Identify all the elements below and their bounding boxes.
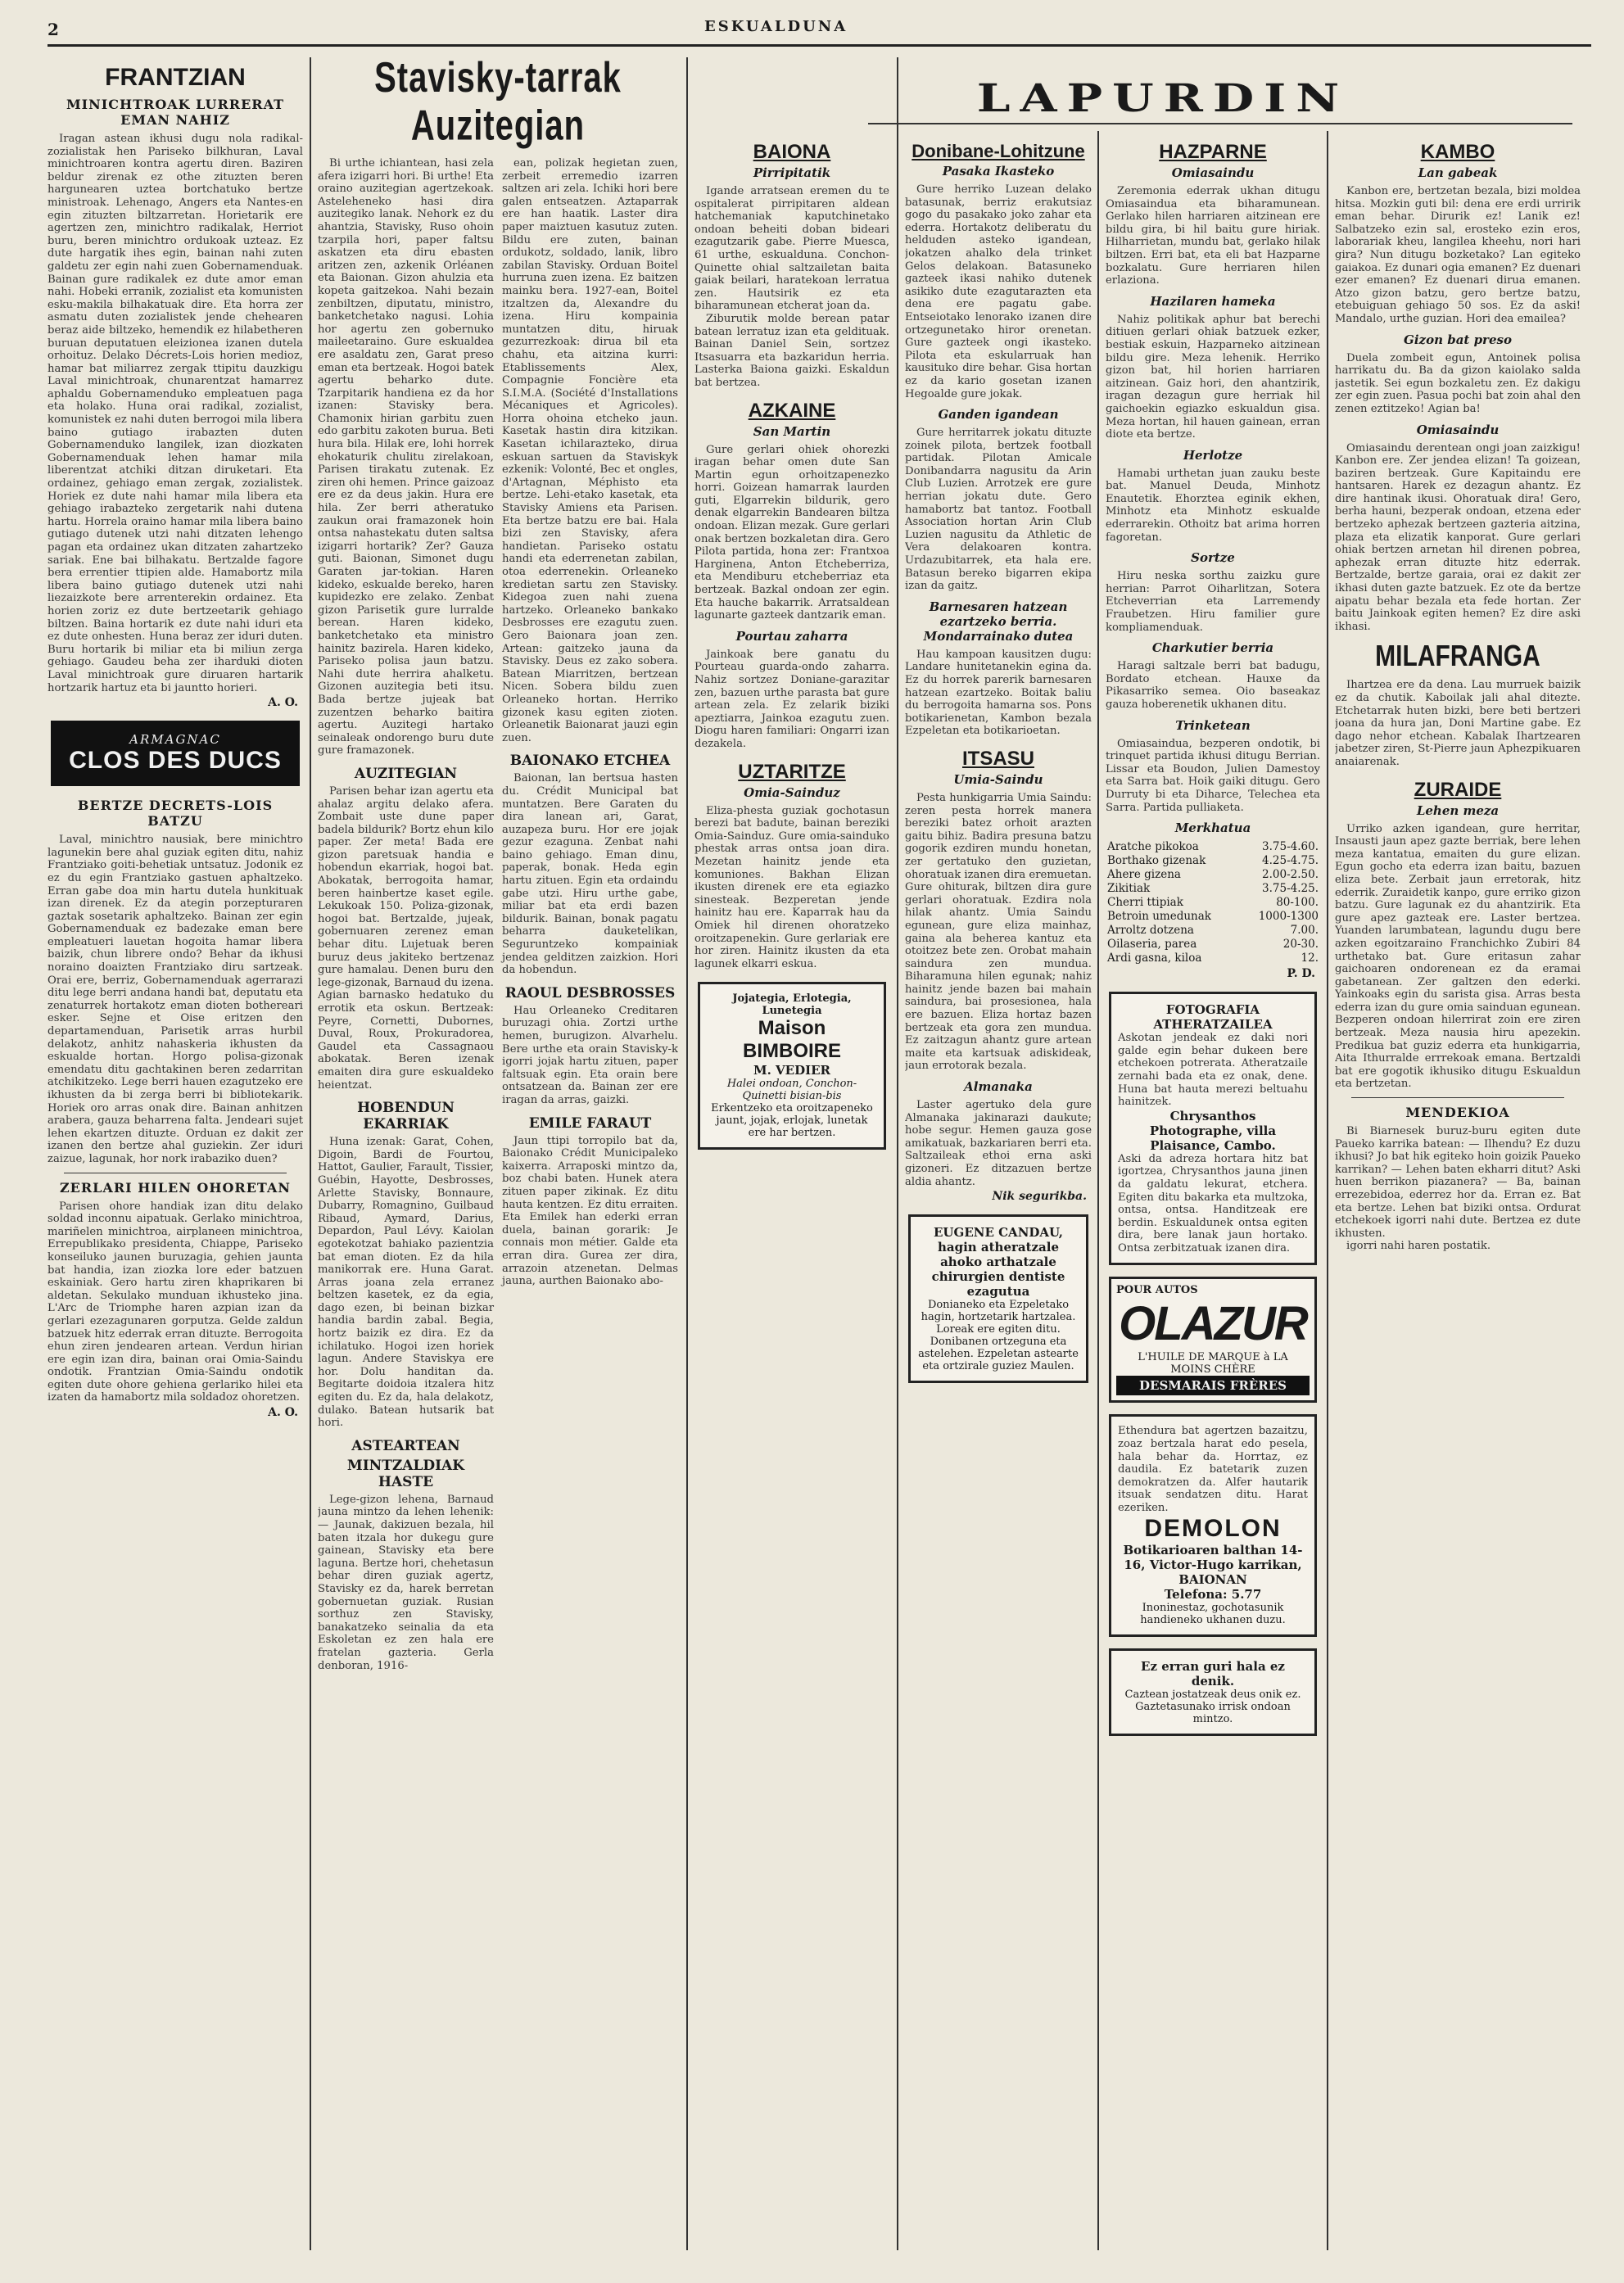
article-subheading: Ganden igandean	[938, 407, 1059, 423]
price-row	[1106, 924, 1320, 938]
article-body: Zeremonia ederrak ukhan ditugu Omiasaindua eta biharamunean. Gerlako hilen harriaren aitzinean ere bildu gira, bi hil baitu gure hiriak. Hilharrietan, mundu bat, gerlako hilak biltzen. Erri bat, eta eli bat Hazparne bozkalatu. Gure herriaren hilen erlaziona.	[1106, 185, 1320, 287]
town-heading: ITSASU	[961, 747, 1034, 770]
article-body: Kanbon ere, bertzetan bezala, bizi moldea hitsa. Mozkin guti bil: dena ere erdi urririk eman behar. Dirurik ez! Lanik ez! Salbatzeko ezin sal, erosteko ezin eros, laborariak kheu, langilea kheehu, nori hari gira? Nun ditugu bozketako? Lan egiteko gaiakoa. Ez dunari ogia emanen? Ez duenari ezer emanen? Ez duenari dirua emanen. Atzo gizon batzu, gero bertze batzu, etebuiguan gehiago 50 sos. Ez da aski! Mandalo, urthe guzian. Hori dea emailea?	[1335, 185, 1581, 325]
column-hazparne	[1106, 131, 1320, 2258]
price-value: 3.75-4.25.	[1262, 882, 1319, 896]
article-heading: MINICHTROAK LURRERAT EMAN NAHIZ	[66, 97, 285, 128]
article-body: Parisen behar izan agertu eta ahalaz argitu delako afera. Zombait uste dune paper badela bildurik? Bortz ehun kilo paper. Zer meta! Bada ere gizon paretsuak handia e hobendun ekarriak, hogoi bat. Abokatak, berrogoita hamar, beren hainbertze kaset egile. Lekukoak 150. Poliza-gizonak, hogoi bat. Bertzalde, jujeak, gobernuaren zerenez eman behar ditu. Lujetuak beren buruz deus jakiteko bertzenaz gure hamalau. Denen buru den lege-gizonak, Barnaud du izena. Agian barnasko hedatuko du errotik eta oskun. Bertzeak: Peyre, Cornetti, Dubornes, Duval, Roux, Prokuradorea, Gaudel eta Cassagnaou abokatak. Beren izenak emaiten dira gure eskualdeko heientzat.	[318, 784, 494, 1092]
price-row	[1106, 840, 1320, 854]
article-subheading: Herlotze	[1183, 447, 1243, 463]
article-body: Parisen ohore handiak izan ditu delako soldad inconnu aipatuak. Gerlako minichtroa, mariñelen minichtroa, airplaneen minichtroa, Errepublikako presidenta, Chiappe, Pariseko konseiluko jaunen buruzagia, gehien jaunta bat handia, izan ziozka lore eder batzuen eskainiak. Gero hartu ziren khaprikaren bi aldetan. Sekulako munduan ikhusteko jina. L'Arc de Triomphe haren azpian izan da gerlari ezezagunaren gorputza. Gelde zaldun batzuek hitz ederrak erran dituzte. Berrogoita ehun ziren jendearen artean. Verdun hirian ere egin izan dira, bainan orai Omia-Saindu ondotik. Frantzian Omia-Saindu ondotik egiten dute ohore gehiena gerlariko hilei eta izaten da hamabortz mila soldadoz ohoretzen.	[47, 1200, 303, 1404]
price-item: Ardi gasna, kiloa	[1107, 952, 1202, 965]
town-heading: BAIONA	[753, 141, 831, 163]
olazur-ad: POUR AUTOS OLAZUR L'HUILE DE MARQUE à LA MOINS CHÈRE DESMARAIS FRÈRES	[1109, 1277, 1317, 1403]
article-body: Omiasaindua, bezperen ondotik, bi trinquet partida ikhusi ditugu Berrian. Lissar eta Boudon, Julien Damestoy eta Sarra bat. Hoik gaiki ditugu. Gero Durruty bi eta Diharce, Telechea eta Sarra. Partida pulliaketa.	[1106, 737, 1320, 814]
bottom-ad: Ez erran guri hala ez denik. Caztean jostatzeak deus onik ez. Gaztetasunako irrisk ondoan mintzo.	[1109, 1648, 1317, 1736]
town-heading: HAZPARNE	[1159, 141, 1267, 163]
article-subheading: Almanaka	[964, 1079, 1033, 1095]
article-subheading: Barnesaren hatzean ezartzeko berria. Mondarrainako dutea	[923, 599, 1074, 644]
column-frantzian	[47, 57, 303, 2258]
article-subheading: Pourtau zaharra	[735, 628, 848, 644]
article-body: Haragi saltzale berri bat badugu, Bordato etchean. Hauxe da Pikasarriko semea. Oio baseakaz gauza hoberenetik ukhanen ditu.	[1106, 660, 1320, 711]
price-item: Arroltz dotzena	[1107, 924, 1194, 938]
article-body: Nahiz politikak aphur bat berechi ditiuen gerlari ohiak batzuek ezker, bestiak eskuin, Hazparneko aitzinean bildu gire. Meza lehenik. Herriko gizon bat, hil horien harriaren aitzinean. Gaiz hori, den ahantzirik, iragan dezagun gure herriak hil gaichoekin egiazko eskualdun gisa. Meza hortan, hil hauen gainean, erran diote eta bertze.	[1106, 313, 1320, 441]
article-subheading: Gizon bat preso	[1404, 332, 1512, 347]
price-item: Zikitiak	[1107, 882, 1151, 896]
article-subheading: Umia-Saindu	[953, 771, 1043, 787]
article-body: Bi Biarnesek buruz-buru egiten dute Paueko karrika batean: — Ilhendu? Ez duzu ikhusi? Jo bat hik egiteko hoin goizik Paueko karrikan? — Lehen baten ekharri ditut? Aski huen berrikon piazanera? — Ba, bainan errezebidoa, ederrez hor da. Erran ez. Bat eta bertze. Lehen bat biziki ontsa. Ordurat etchekoek igorri nahi dute. Bertzea ez dute ikhusten. igorri nahi haren postatik.	[1335, 1125, 1581, 1253]
article-body: Urriko azken igandean, gure herritar, Insausti jaun apez gazte berriak, bere lehen meza kantatua, emaiten du gure elizan. Egun gocho eta ederra izan baitu, bazuen eliza bete. Zerbait jaun erretorak, hitz ederrik. Zuraidetik kanpo, gure erriko gizon batzu. Gure lagunak ez du ahantzirik. Eta gure apez gazteak ere. Laster bertzea. Yuanden larumbatean, lagundu dugu bere azken egoitzaraino Franchichko Zubiri 84 urthetako bat. Gure eritasun zahar gaichoaren ondorenean ez da eramai gabetanean. Zer galtzen den ederki. Yainkoaks egin du sarista gisa. Arras besta ederra izan du gure omia sainduan egunean. Bezperen ondoan hilerrirat zoin ere ziren bertzeak. Meza nausia hiru apezekin. Predikua bat guziz ederra eta hunkigarria, Aita Ithurralde errrekoak emana. Bertzaldi bat ere gogotik ikhusiko ditugu Eskualdun eta bertzetan.	[1335, 822, 1581, 1091]
price-item: Oilaseria, parea	[1107, 938, 1197, 952]
article-heading: BERTZE DECRETS-LOIS BATZU	[77, 798, 274, 830]
price-row	[1106, 952, 1320, 965]
price-value: 1000-1300	[1258, 910, 1319, 924]
candau-ad: EUGENE CANDAU, hagin atheratzale ahoko arthatzale chirurgien dentiste ezagutua Donianeko eta Ezpeletako hagin, hortzetarik hartzalea. Loreak ere egiten ditu. Donibanen ortzeguna eta astelehen. Ezpeletan astearte eta ortzirale guziez Maulen.	[908, 1214, 1088, 1383]
article-subheading: Charkutier berria	[1151, 640, 1274, 656]
article-heading: MENDEKIOA	[1405, 1105, 1510, 1121]
divider	[1351, 1097, 1564, 1098]
column-donibane	[905, 131, 1092, 2258]
price-value: 20-30.	[1282, 938, 1319, 952]
subheading: HOBENDUN EKARRIAK	[357, 1100, 455, 1133]
article-subheading: Pasaka Ikasteko	[942, 164, 1055, 179]
price-row	[1106, 938, 1320, 952]
price-value: 4.25-4.75.	[1262, 854, 1319, 868]
sub-column	[318, 157, 494, 1672]
article-signature: A. O.	[268, 696, 298, 710]
article-body: Gure herriko Luzean delako batasunak, berriz erakutsiaz gogo du pasakako joko zahar eta ederra. Hortakotz deliberatu du helduden asteko igandean, jokatzen ahalko dela trinket Gelos delakoan. Batasuneko gazteek ikasi nahiko dutenek asikiko dute ezagutarazten eta dena ere pagatu gabe. Entseiotako lenorako izanen dire ortzegunetako hiror orenetan. Gure gazteek ongi ikasteko. Pilota eta eskularruak han kausituko dire behar. Gisa hortan ez da kario gosetan izanen Hegoalde gure jokak.	[905, 183, 1092, 400]
column-rule	[310, 57, 311, 2250]
article-body: Pesta hunkigarria Umia Saindu: zeren pesta horrek manera bereziki batez orhoit arazten gaitu bihiz. Badira presuna batzu gogorik ezdiren mundu honetan, zer gertatuko den guzietan, ohoratuak izanen dira eremuetan. Gure ohiturak, biltzen dira gure gerlari ohoratuak. Ezdira nola hilak ahantz. Umia Saindu egunean, gure eliza mainhaz, gaina ala beherea kantuz eta otoitzez bete zen. Orobat mahain saindura zen mundua. Biharamuna hilen egunak; nahiz hainitz jende bazen bai mahain saindura, bai prosesionea, hala ere bazuen. Eliza hortaz bazen bertzeak eta gora zen mundua. Ez zaitzagun ahantz gure artean maite eta kartsuak adiskideak, jaun errotorak bezala.	[905, 791, 1092, 1073]
article-body: Huna izenak: Garat, Cohen, Digoin, Bardi de Fourtou, Hattot, Gaulier, Farault, Tissier, Guébin, Hayotte, Desbrosses, Arlette Stavisky, Bonnaure, Dubarry, Romagnino, Guilbaud Ribaud, Aymard, Darius, Depardon, Paul Lévy. Kaiolan egotekotzat bahiako pazientzia bat eman dioten. Ez da hila manikorrak ere. Huna Garat. Arras joana zela erranez beltzen kasetek, ez da egia, dago ezen, bi beinan bizkar handia bardin zabal. Begia, hortz baizik ez dira. Ez da ichilatuko. Hogoi izen horiek lagun. Andere Staviskya ere hor. Dolu handitan da. Begitarte doidoia itzalera hitz egiten du. Ez da, hala delakotz, dulako. Batean hutsarik bat hori.	[318, 1136, 494, 1430]
price-row	[1106, 882, 1320, 896]
article-body: Ihartzea ere da dena. Lau murruek baizik ez da chutik. Kaboilak jali ahal ditezte. Etchetarrak huten bizki, bere beti bertzeri joana da hura jan, Doni Martine gabe. Ez dago nehor etchean. Kabalak Ihartzearen jabetzer ziren, St-Pierre jaun Aphezpikuaren anaiarenak.	[1335, 679, 1581, 768]
article-body: Omiasaindu derentean ongi joan zaizkigu! Kanbon ere. Zer jendea elizan! Ta goizean, baziren bertzeak. Gure Kapitaindu ere hantsaren. Harek ez dezagun ahantz. Ez dire hantinak ikusi. Ohoratuak dira! Gero, berha hauni, bezperak ondoan, etzena eder bertzeko aphezak bertzeen gazteria aitzina, plaza eta elizatik kanporat. Gure gerlari ohiak bertzen arnetan hil direnen pobrea, aphezak erran dituzte hitz ederrak. Bertzalde, bertze garaia, orai ez dakit zer ikhasi duten gazte batzuek. Ez ote da bertze aipatu behar bezala eta fede hortan. Zer baitu Jainkoak egiten hemen? Ez dire aski ikhasi.	[1335, 441, 1581, 633]
article-signature: Nik segurikba.	[992, 1190, 1087, 1204]
price-row	[1106, 868, 1320, 882]
price-row	[1106, 910, 1320, 924]
header-rule	[47, 44, 1591, 47]
article-body: Lege-gizon lehena, Barnaud jauna mintzo da lehen lehenik: — Jaunak, dakizuen bezala, hil baten itzala hor dukegu gure gainean, Stavisky eta bere laguna. Bertze hori, chehetasun behar diren guziak agertz, Stavisky ez da, harek berretan gobernuetan guziak. Rusian sorthuz zen Stavisky, banakatzeko seinalia da eta Eskoletan ez zen hala ere fratelan gazteria. Gerla denboran, 1916-	[318, 1493, 494, 1672]
article-body: Hau kampoan kausitzen dugu: Landare hunitetanekin egina da. Ez du horrek parerik barnesaren hatzean ezartzeko. Boitak baliu du berrogoita hamarna sos. Pons botikarienetan, Kambon bezala Ezpeletan eta botikarioetan.	[905, 648, 1092, 738]
column-rule	[897, 57, 898, 2250]
price-item: Cherri ttipiak	[1107, 896, 1183, 910]
article-body: Jaun ttipi torropilo bat da, Baionako Crédit Municipaleko kaixerra. Arraposki mintzo da, boz chabi baten. Hunek atera zituen paper zikinak. Ez ditu hauta kentzen. Ez ditu erraiten. Eta Emilek han ederki erran duela, bainan gorarik: Je connais mon métier. Galde eta erran dira. Gurea zer dira, arrazoin atzenetan. Delmas jauna, aurthen Baionako abo-	[502, 1134, 678, 1288]
paper-name: ESKUALDUNA	[704, 18, 848, 35]
article-body: Hau Orleaneko Creditaren buruzagi ohia. Zortzi urthe hemen, burugizon. Alvarhelu. Bere urthe eta orain Stavisky-k igorri jojak hartu zituen, paper faltsuak egin. Eta orain bere ontsatzean da. Bainan zer ere iragan da arras, gaizki.	[502, 1004, 678, 1106]
article-body: Jainkoak bere ganatu du Pourteau guarda-ondo zaharra. Nahiz sortzez Doniane-garazitar zen, bazuen urthe parasta bat gure artean zela. Ez zelarik biziki apeztiarra, Jainkoa ezagutu zuen. Diogu haren familiari: Ongarri izan dezakela.	[694, 648, 889, 750]
article-subheading: Trinketean	[1175, 717, 1251, 733]
column-kambo	[1335, 131, 1581, 2258]
article-body: Hiru neska sorthu zaizku gure herrian: Parrot Oiharlitzan, Sotera Etcheverrian eta Larremendy Fraubetzen. Hiru familier gure kompliamenduak.	[1106, 570, 1320, 634]
article-subheading: Lan gabeak	[1418, 165, 1498, 180]
fotografia-ad: FOTOGRAFIA ATHERATZAILEA Askotan jendeak ez daki nori galde egin behar dukeen bere etchekoen potrerata. Atheratzaile zernahi bada eta ez onak, dene. Huna bat hauta merezi beltuahu hainitzek. Chrysanthos Photographe, villa Plaisance, Cambo. Aski da adreza hortara hitz bat igortzea, Chrysanthos jauna jinen da galdatu lekurat, etchera. Egiten ditu bakarka eta multzoka, ontsa, ontsa. Handitzeak ere berdin. Eskualdunek ontsa egiten dira, bere lanak jaun hortako. Ontsa zerbitzatuak izanen dira.	[1109, 992, 1317, 1265]
town-heading: UZTARITZE	[738, 760, 846, 783]
subheading: EMILE FARAUT	[528, 1114, 652, 1132]
article-body: Gure herritarrek jokatu dituzte zoinek pilota, bertzek football partidak. Pilotan Amicale Donibandarra nagusitu da Arin Club Luzien. Arrotzek ere gure herrian jokatu dute. Gero hamabortz bat tantoz. Football Association hortan Arin Club Luzien nagusitu da Athletic de Vera delakoaren kontra. Urdazubitarrek, eta hala ere. Batasun bereko bigarren ekipa izan da gaitz.	[905, 427, 1092, 593]
article-subheading: San Martin	[753, 423, 831, 439]
town-heading: ZURAIDE	[1414, 778, 1502, 801]
article-subheading: Hazilaren hameka	[1150, 293, 1276, 309]
article-signature: A. O.	[268, 1406, 298, 1420]
town-heading: Donibane-Lohitzune	[912, 141, 1085, 161]
price-value: 3.75-4.60.	[1262, 840, 1319, 854]
price-value: 80-100.	[1276, 896, 1319, 910]
price-item: Ahere gizena	[1107, 868, 1181, 882]
price-row	[1106, 854, 1320, 868]
price-item: Borthako gizenak	[1107, 854, 1206, 868]
article-body: Iragan astean ikhusi dugu nola radikal-zozialistak hen Pariseko bilkhuran, Laval minichtroaren kontra agertu diren. Baziren beldur zirenak ez othe zituzten beren hargunearen uztea bortchatuko bertze ministroak. Lehenago, Angers eta Nantes-en egin zituzten biltzarretan. Horietarik ere agertzen zen, minichtro radikalak, Herriot buru, beren minichtro ordukoak uzteaz. Ez dute hargatik ihes egin, bainan nahi zuten galdetu zer egin nahi zuen Gobernamenduak. Bainan gure radikalek ez dute amor eman nahi. Hobeki erranik, zozialist eta komunisten esku-makila bilhakatuak dire. Eta horra zer asmatu duten zozialistek jende chehearen beraz aide biltzeko, hemendik ez hilabetheren buruan deputatuen eleizionea izanen dutela orhoituz. Delako Décrets-Lois horien medioz, hamar bat miliarrez zergak ttipitu dauzkigu Laval minichtroak, chunarentzat hamarrez aphaldu Gobernamenduko empleatuen paga eta holako. Huna orai radikal, zozialist, komunistek ez nahi duten berrogoi mila libera baino gutiago irabazten duten Gobernamenduko langilek, izan diozkaten Gobernamenduak lehen hamar mila liberentzat atchiki ditzan diruketari. Eta ordainez, gehiago eman zergak, zozialistek. Horiek ez dute nahi hamar mila libera eta gehiago irabazteko zergetarik nahi dutena hartu. Horrela oraino hamar mila libera baino gutiago dutenek utzi nahi ditzaten lehengo pagan eta ordainez ukan ditzaten zahartzeko sariak. Ene bai bilhakatu. Bertzalde fagore bera errentier ttipien alde. Hamabortz mila libera baino gutiago dutenek utzi nahi liezaizkote bere arrenterekin ordainez. Eta horien zoriz ez dute bertzeetarik gehiago biltzen. Baina hortarik ez dute nahi iduri eta ez dute onhesten. Huna beraz zer iduri duten. Buru hortarik bi miliar eta bi miliun zerga gehiago. Gaudeu beha zer iharduki dioten Laval minichtroak gure diruaren hartarik hortzarik hartuz eta bi jauntto horieri.	[47, 133, 303, 694]
subheading: ASTEARTEAN	[351, 1437, 460, 1454]
subheading: BAIONAKO ETCHEA	[509, 753, 671, 770]
column-stavisky	[318, 57, 678, 2258]
region-title-rule	[868, 123, 1572, 124]
article-subheading: Lehen meza	[1416, 802, 1500, 818]
article-body: Igande arratsean eremen du te ospitalerat pirripitaren aldean hatchemaniak kaputchinetako ondoan beheiti doban bideari ezagutzarik gabe. Pierre Muesca, 61 urthe, eskualduna. Conchon-Quinette ohial saltzailetan baita gaiak beilari, haratekoan lerratua zen. Hautsirik ez eta biharamunean etcherat joan da. Ziburutik molde berean patar batean lerratuz izan eta geldituak. Bainan Daniel Sein, sortzez Itsasuarra eta bazkaridun herria. Lasterka Baiona gaizki. Eskaldun bat bertzea.	[694, 185, 889, 389]
article-subheading: Omiasaindu	[1171, 165, 1255, 180]
price-item: Betroin umedunak	[1107, 910, 1211, 924]
region-title: LAPURDIN	[976, 75, 1350, 121]
price-item: Aratche pikokoa	[1107, 840, 1199, 854]
bimboire-ad: Jojategia, Erlotegia, Lunetegia Maison BIMBOIRE M. VEDIER Halei ondoan, Conchon-Quinetti bisian-bis Erkentzeko eta oroitzapeneko jaunt, jojak, erlojak, lunetak ere har bertzen.	[698, 982, 886, 1150]
town-heading: KAMBO	[1420, 141, 1495, 163]
demolon-ad: Ethendura bat agertzen bazaitzu, zoaz bertzala harat edo pesela, hala behar da. Horrtaz, ez daudila. Ez batetarik zuzen demokratzen da. Alfer hautarik itsuak sendatzen ditu. Harat ezeriken. DEMOLON Botikarioaren balthan 14-16, Victor-Hugo karrikan, BAIONAN Telefona: 5.77 Inoninestaz, gochotasunik handieneko ukhanen duzu.	[1109, 1414, 1317, 1636]
sub-column	[502, 157, 678, 1672]
subheading: RAOUL DESBROSSES	[504, 984, 676, 1001]
town-heading: MILAFRANGA	[1375, 640, 1540, 673]
column-rule	[1327, 131, 1328, 2250]
article-body: Hamabi urthetan juan zauku beste bat. Manuel Deuda, Minhotz Enautetik. Ehorztea eginik ekhen, Minhotz eta Minhotz eskualde ederrarekin. Othoitz bat arima horren fagoretan.	[1106, 467, 1320, 544]
article-subheading: Omiasaindu	[1416, 422, 1500, 437]
article-columns	[318, 157, 678, 1672]
article-body: Laval, minichtro nausiak, bere minichtro lagunekin bere ahal guziak egiten ditu, nahiz Frantziako goiti-behetiak untsatuz. Jodonik ez ez du egin Frantziako gastuen aphaltzeko. Erran gabe doa min hartu dutela hunkituak izan direnek. Ez da ategin porzepturaren gaztak sosetarik aphaltzeko. Bainan zer egin Gobernamenduak ez badezake eman bere empleatueri lauetan hogoita hamar libera baizik, chun librere ondo? Behar da ikhusi noraino doaizten Frantziako diru sartzeak. Orai ere, berriz, Gobernamenduak agerrarazi ditu lege berri andana handi bat, deputatu eta zenaturrek hortakotz eman dioten bothereari esker. Sejne et Oise eritzen den departamenduan, Parisetik arras hurbil delakotz, anhitz nahaskeria ikhusten da eskualde hortan. Horgo polisa-gizonak emendatu ditu gachtakinen beren zedarritan atchikitzeko. Lege berri hauen ezagutzeko ere ikhusten da bi zerga berri bi bibliotekarik. Horiek oro arras onak dire. Bainan anhitzen arabera, gauza beharrena falta. Jendeari sujet lehen ekartzen dituzte. Orduan ez dakit zer izanen den bertze ahal guziekin. Zer iduri zaizue, lagunak, hor nork irabaziko duen?	[47, 834, 303, 1165]
article-body: Eliza-phesta guziak gochotasun berezi bat badute, bainan bereziki Omia-Sainduz. Gure omia-sainduko phestak arras ontsa joan dira. Mezetan hainitz jende eta komuniones. Bakhan Elizan ikusten direnek ere eta egiazko sinesteak. Bezperetan jende hainitz hau ere. Kaparrak hau da Omiek hil direnen ohoratzeko oroitzapenekin. Gure gerlariak ere hor ziren. Hainitz ikusten da eta lagunek elkarri eskua.	[694, 804, 889, 970]
town-heading: AZKAINE	[748, 399, 836, 422]
article-subheading: Merkhatua	[1174, 821, 1251, 836]
article-signature: P. D.	[1287, 967, 1315, 981]
article-body: Duela zombeit egun, Antoinek polisa harrikatu du. Ba da gizon kaiolako salda jastetik. Sei egun bozkaletu zen. Ez dakigu zer egin zuen. Pasua pochi bat zoin ahal den zenen eztitzeko! Agian ba!	[1335, 351, 1581, 415]
price-row	[1106, 896, 1320, 910]
page-header	[0, 15, 1624, 47]
article-body: Bi urthe ichiantean, hasi zela afera izigarri hori. Bi urthe! Eta oraino auzitegian agertzekoak. Asteleheneko hasi dira auzitegiko lanak. Nehork ez du ahantzia, Stavisky, Ruso ohoin tzarpila hori, paper faltsu askatzen eta diru ebasten aritzen zen, azkenik Orléanen eta Baionan. Gizon ahulzia eta kopeta gaitzekoa. Nahi bezain zenbiltzen, diputatu, ministro, banketchetako nagusi. Lohia hor agertu zen gobernuko maileetaraino. Gure eskualdea ere asaldatu zen, Garat preso eman eta bertzeak. Hogoi batek agertu beharko dute. Tzarpitarik handiena ez da hor izanen: Stavisky bera. Chamonix hirian garbitu zuen edo garbitu zakoten burua. Beti hura bila. Hilak ere, lohi horrek ehokaturik chulitu zirelakoan, Parisen tirakatu zutenak. Ez ziren ohi hemen. Prince gaizoaz ere ez da deus jakin. Hura ere hila. Zer berri atheratuko zaukun orai framazonek hoin ontsa nahastekatu duten saltsa izigarri hortarik? Zer? Gauza guti. Baionan, Simonet dugu Garaten jar-tokian. Haren kideko, eskualde bereko, haren kupidezko ere zelako. Zenbat gizon Parisetik gure lurralde berean. Haren kideko, banketchetako eta ministro hainitz bazirela. Haren kideko, Pariseko polisa jaun batzu. Nahi dute herrira ahalketu. Gizonen auzitegia beti itsu. Bada bertze jujeak bat zuzentzen beharko baitira agertu. Auzitegi hartako seinaleak ondorengo buru dute gure framazonek.	[318, 157, 494, 757]
page-number: 2	[47, 20, 59, 39]
column-baiona	[694, 131, 889, 2258]
column-rule	[686, 57, 688, 2250]
price-value: 2.00-2.50.	[1262, 868, 1319, 882]
armagnac-ad: ARMAGNAC CLOS DES DUCS	[51, 721, 300, 786]
article-body: ean, polizak hegietan zuen, zerbeit erremedio izarren saltzen ari zela. Ichiki hori bere galen entseatzen. Aztaparrak ere han haatik. Laster dira paper maiztuen kasutuz zuten. Bildu ere zuten, bainan ordukotz, soldado, lanik, libro zabilan Stavisky. Orduan Boitel hurruna zuen izena. Ez baitzen mainku bera. 1927-ean, Boitel itzaltzen da, Alexandre du izena. Hiru kompainia muntatzen ditu, hiruak gezurrezkoak: dirua bil eta chahu, eta aitzina kurri: Etablissements Alex, Compagnie Foncière eta S.I.M.A. (Société d'Installations Mécaniques et Agricoles). Horra ohoina etcheko jaun. Kasetak hastin dira kitzikan. Kasetan ichilarazteko, dirua eskuan sartuen da Staviskyk ezkenik: Volonté, Bec et ongles, d'Artagnan, Méphisto eta bertze. Lehi-etako kasetak, eta Stavisky Amiens eta Parisen. Eta bertze batzu ere bai. Hala bizi zen Stavisky, afera handietan. Pariseko ostatu handi eta ederrenetan zabilan, otoa ederrenekin. Orleaneko kredietan sartu zen Stavisky. Kidegoa zuen nahi zuena hartzeko. Orleaneko bankako Desbrosses ere ezagutu zuen. Gero Baionara joan zen. Artean: gaitzeko jauna da Stavisky. Deus ez zako sobera. Batean Miarritzen, bertzean Nicen. Sobera bildu zuen Orleaneko hortan. Herriko gizonek kasu egiten zioten. Orleanetik Baionarat jauzi egin zuen.	[502, 157, 678, 744]
subheading: MINTZALDIAK HASTE	[346, 1457, 465, 1490]
article-body: Baionan, lan bertsua hasten du. Crédit Municipal bat muntatzen. Bere Garaten du dira lanean ari, Garat, auzapeza buru. Hor ere jojak gezur ezaguna. Zenbat nahi baino gehiago. Eman dinu, paperak, bonak. Heda egin hartu zituen. Egin eta ordaindu gabe utzi. Hiru urthe gabe, miliar bat eta erdi bazen bildurik. Bainan, bonak pagatu beharra dauketelikan, Seguruntzeko kompainiak jendea gelditzen zaizkion. Hori da hobendun.	[502, 772, 678, 977]
article-body: Gure gerlari ohiek ohorezki iragan behar omen dute San Martin egun orhoitzapenezko horri. Goizean hamarrak laurden guti, Elgarrekin bildurik, gero denak elgarrekin Bandearen biltza ondoan. Elizan mezak. Gure gerlari onak bertzen bozkaletan dira. Gero Pilota partida, hona zer: Frantxoa Harginena, Anton Etcheberriza, eta Mendiburu etcheberriaz eta bertzeak. Bazkal ondoan zer egin. Eta hauche bakarrik. Arratsaldean lagunarte gazteek dantzarik eman.	[694, 443, 889, 622]
price-value: 7.00.	[1290, 924, 1319, 938]
article-title: Stavisky-tarrak Auzitegian	[374, 57, 622, 150]
article-body: Laster agertuko dela gure Almanaka jakinarazi daukute; hobe segur. Hemen gauza gose amikatuak, bazkariaren berri eta. Saltzaileak ethoi erna aski gizoneri. Ez ditzazuen bertze aldia ahantz.	[905, 1099, 1092, 1188]
article-subheading: Omia-Sainduz	[744, 784, 840, 800]
market-price-table	[1106, 840, 1320, 965]
article-subheading: Sortze	[1191, 550, 1235, 566]
subheading: AUZITEGIAN	[354, 765, 458, 782]
column-rule	[1097, 131, 1099, 2250]
article-subheading: Pirripitatik	[753, 165, 831, 180]
article-heading: ZERLARI HILEN OHORETAN	[60, 1179, 291, 1196]
section-title: FRANTZIAN	[105, 64, 246, 91]
price-value: 12.	[1301, 952, 1319, 965]
